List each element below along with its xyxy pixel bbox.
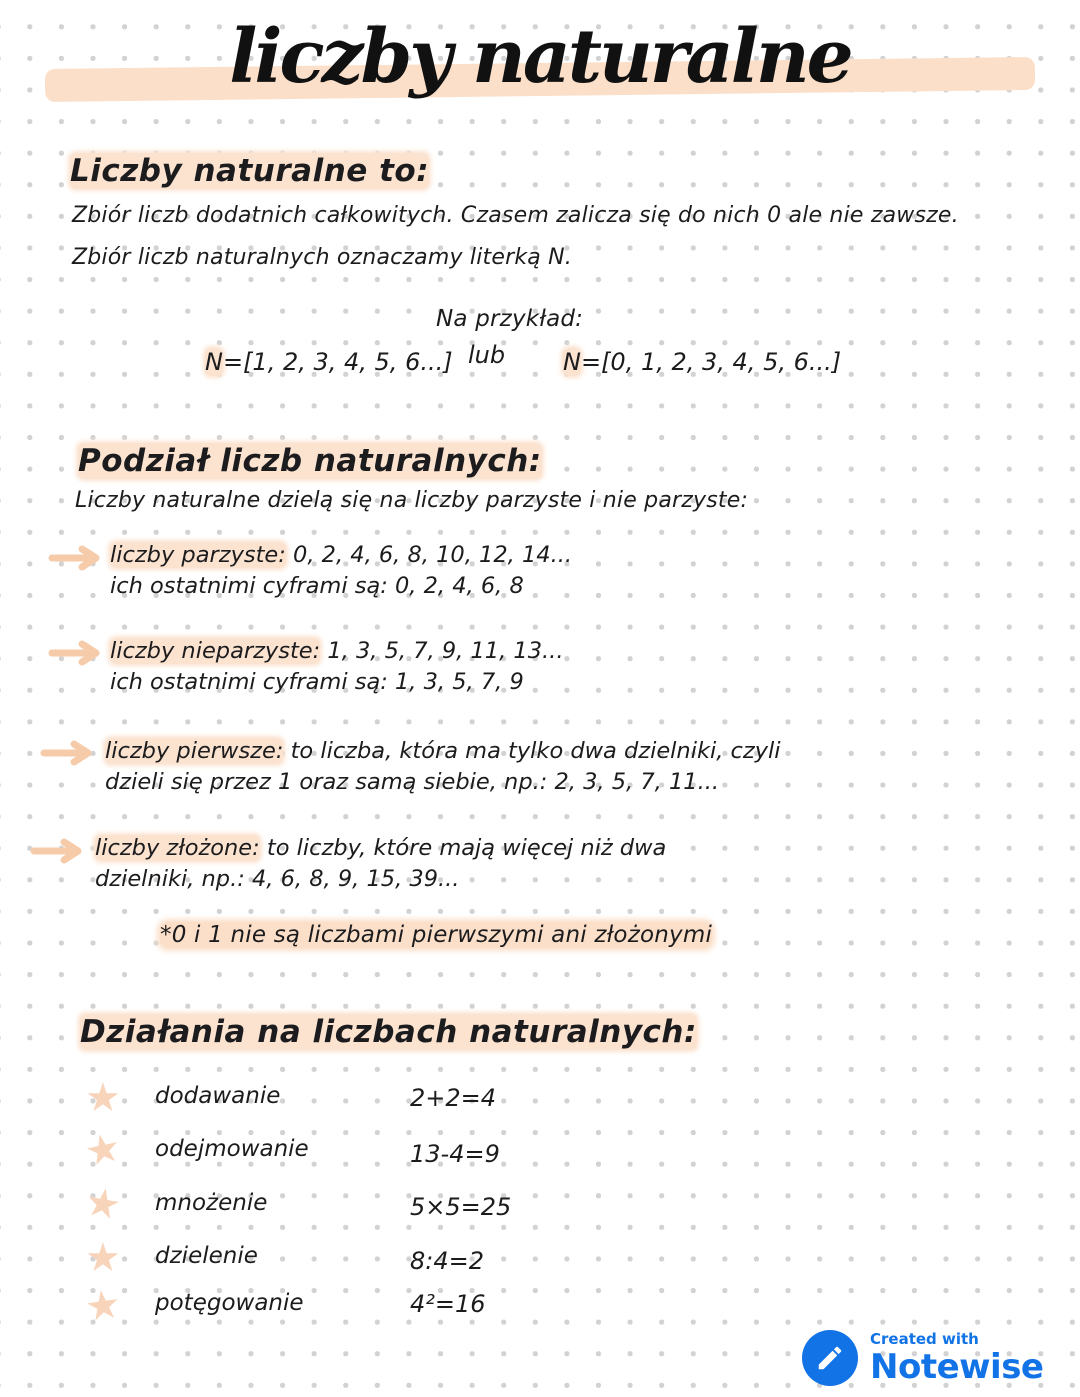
bullet-value: 1, 3, 5, 7, 9, 11, 13... [320, 638, 564, 664]
page-title: liczby naturalne [229, 14, 851, 100]
operation-example: 2+2=4 [410, 1084, 497, 1112]
star-icon: ★ [81, 1178, 125, 1230]
operation-name: dodawanie [155, 1083, 281, 1109]
bullet-line-1 [95, 833, 666, 864]
example-set-right [563, 348, 841, 376]
bullet-label: liczby nieparzyste: [110, 638, 321, 664]
logo-text [870, 1330, 1044, 1387]
arrow-right-icon [48, 545, 108, 571]
arrow-right-icon [40, 740, 100, 766]
bullet-value: 0, 2, 4, 6, 8, 10, 12, 14... [285, 542, 573, 568]
section-heading-podzial [78, 443, 542, 479]
bullet-pierwsze [105, 736, 781, 798]
created-with-label: Created with [870, 1330, 979, 1348]
brand-name: Notewise [870, 1347, 1044, 1387]
star-icon: ★ [81, 1280, 124, 1332]
pencil-icon [802, 1330, 858, 1386]
star-icon: ★ [80, 1123, 126, 1177]
bullet-line-2: dzielniki, np.: 4, 6, 8, 9, 15, 39... [95, 866, 460, 892]
bullet-line-2: ich ostatnimi cyframi są: 1, 3, 5, 7, 9 [110, 669, 524, 695]
bullet-line-2: ich ostatnimi cyframi są: 0, 2, 4, 6, 8 [110, 573, 524, 599]
bullet-line-1 [105, 736, 781, 767]
heading-text: Działania na liczbach naturalnych: [80, 1014, 697, 1050]
podzial-intro: Liczby naturalne dzielą się na liczby parzyste i nie parzyste: [75, 488, 749, 513]
example-right-n: N [563, 348, 581, 376]
bullet-parzyste [110, 540, 572, 602]
bullet-value: to liczba, która ma tylko dwa dzielniki, czyli [283, 738, 781, 764]
star-icon: ★ [85, 1235, 121, 1281]
section-heading-intro [70, 153, 429, 189]
intro-line-2: Zbiór liczb naturalnych oznaczamy literką N. [72, 245, 572, 270]
bullet-label: liczby złożone: [95, 835, 260, 861]
operation-example: 13-4=9 [410, 1140, 500, 1168]
notewise-logo[interactable] [802, 1330, 1044, 1386]
bullet-line-2: dzieli się przez 1 oraz samą siebie, np.: 2, 3, 5, 7, 11... [105, 769, 720, 795]
bullet-label: liczby pierwsze: [105, 738, 284, 764]
bullet-line-1 [110, 540, 572, 571]
example-label: Na przykład: [436, 306, 584, 332]
bullet-nieparzyste [110, 636, 563, 698]
operation-name: mnożenie [155, 1190, 268, 1216]
note-zero-one [160, 922, 712, 948]
note-text: *0 i 1 nie są liczbami pierwszymi ani złożonymi [160, 922, 713, 948]
arrow-right-icon [48, 640, 108, 666]
bullet-label: liczby parzyste: [110, 542, 286, 568]
operation-example: 5×5=25 [410, 1193, 512, 1221]
bullet-zlozone [95, 833, 666, 895]
operation-example: 4²=16 [410, 1290, 486, 1318]
arrow-right-icon [30, 838, 90, 864]
example-left-rest: =[1, 2, 3, 4, 5, 6...] [222, 348, 453, 376]
heading-text: Liczby naturalne to: [70, 153, 430, 189]
operation-example: 8:4=2 [410, 1247, 485, 1275]
bullet-value: to liczby, które mają więcej niż dwa [259, 835, 667, 861]
example-right-rest: =[0, 1, 2, 3, 4, 5, 6...] [580, 348, 842, 376]
star-icon: ★ [85, 1075, 121, 1121]
example-left-n: N [205, 348, 223, 376]
operation-name: odejmowanie [155, 1136, 309, 1162]
example-or: lub [468, 341, 506, 369]
section-heading-dzialania [80, 1014, 697, 1050]
intro-line-1: Zbiór liczb dodatnich całkowitych. Czasem zalicza się do nich 0 ale nie zawsze. [72, 203, 959, 228]
operation-name: dzielenie [155, 1243, 258, 1269]
bullet-line-1 [110, 636, 563, 667]
operation-name: potęgowanie [155, 1290, 304, 1316]
example-set-left [205, 348, 453, 376]
heading-text: Podział liczb naturalnych: [78, 443, 542, 479]
